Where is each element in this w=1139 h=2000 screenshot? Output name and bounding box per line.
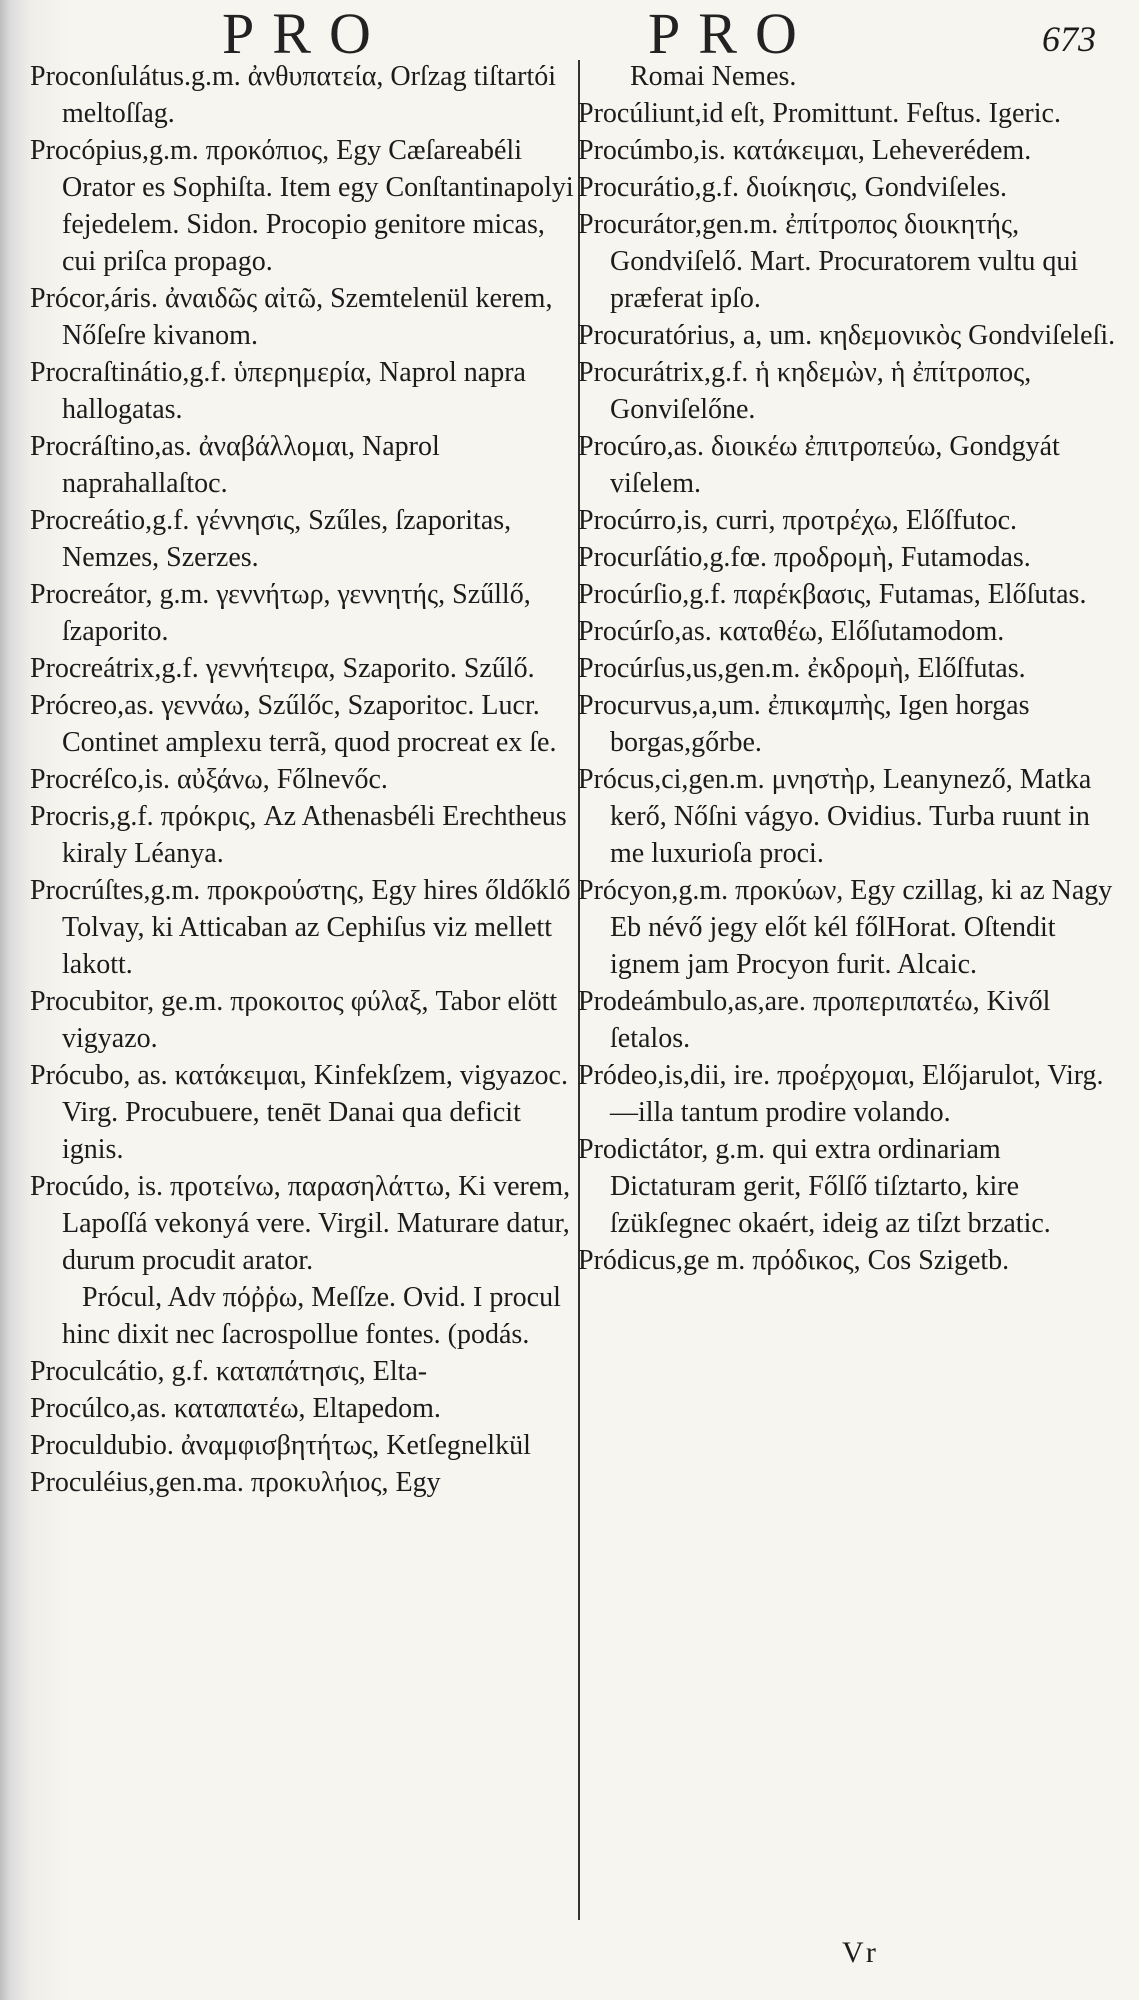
left-column [30,58,575,1501]
dictionary-entry: Procúrſus,us,gen.m. ἐκδρομὴ, Előſfutas. [578,653,1026,684]
dictionary-entry: Prodeámbulo,as,are. προπεριπατέω, Kivől ſetalos. [578,986,1051,1054]
dictionary-entry: Proculéius,gen.ma. προκυλήιος, Egy [30,1467,441,1498]
dictionary-entry: Prócreo,as. γεννάω, Szűlőc, Szaporitoc. Lucr. Continet amplexu terrã, quod procreat ex ſe. [30,690,557,758]
dictionary-entry: Procúliunt,id eſt, Promittunt. Feſtus. Igeric. [578,98,1061,129]
dictionary-entry: Procurvus,a,um. ἐπικαμπὴς, Igen horgas borgas,gőrbe. [578,690,1030,758]
dictionary-entry: Romai Nemes. [630,61,797,92]
dictionary-entry: Procris,g.f. πρόκρις, Az Athenasbéli Erechtheus kiraly Léanya. [30,801,567,869]
dictionary-entry: Procuratórius, a, um. κηδεμονικὸς Gondviſeleſi. [578,320,1116,351]
dictionary-entry: Procúlco,as. καταπατέω, Eltapedom. [30,1393,441,1424]
dictionary-entry: Procópius,g.m. προκόπιος, Egy Cæſareabéli Orator es Sophiſta. Item egy Conſtantinapolyi fejedelem. Sidon. Procopio genitore micas, cui priſca propago. [30,135,574,277]
dictionary-entry: Procúrſo,as. καταθέω, Előſutamodom. [578,616,1005,647]
right-column [578,58,1123,1279]
dictionary-entry: Prócyon,g.m. προκύων, Egy czillag, ki az Nagy Eb névő jegy előt kél főlHorat. Oſtendit ignem jam Procyon furit. Alcaic. [578,875,1113,980]
dictionary-entry: Proculcátio, g.f. καταπάτησις, Elta- [30,1356,428,1387]
page-number: 673 [1042,19,1096,59]
dictionary-entry: Pródicus,ge m. πρόδικος, Cos Szigetb. [578,1245,1010,1276]
dictionary-entry: Procúro,as. διοικέω ἐπιτροπεύω, Gondgyát viſelem. [578,431,1060,499]
dictionary-entry: Procurátor,gen.m. ἐπίτροπος διοικητής, Gondviſelő. Mart. Procuratorem vultu qui præferat ipſo. [578,209,1079,314]
dictionary-entry: Procráſtino,as. ἀναβάλλομαι, Naprol naprahallaſtoc. [30,431,440,499]
dictionary-entry: Procúrro,is, curri, προτρέχω, Előſfutoc. [578,505,1018,536]
dictionary-entry: Procurátrix,g.f. ἡ κηδεμὼν, ἡ ἐπίτροπος, Gonviſelőne. [578,357,1032,425]
dictionary-entry: Procreátor, g.m. γεννήτωρ, γεννητής, Szűllő, ſzaporito. [30,579,531,647]
dictionary-entry: Procúrſio,g.f. παρέκβασις, Futamas, Előſutas. [578,579,1087,610]
dictionary-entry: Prócus,ci,gen.m. μνηστὴρ, Leanynező, Matka kerő, Nőſni vágyo. Ovidius. Turba ruunt in me luxurioſa proci. [578,764,1092,869]
dictionary-entry: Procúdo, is. προτείνω, παρασηλάττω, Ki verem, Lapoſſá vekonyá vere. Virgil. Maturare datur, durum procudit arator. [30,1171,571,1276]
signature-mark: Vr [842,1936,880,1969]
dictionary-entry: Procreátrix,g.f. γεννήτειρα, Szaporito. Szűlő. [30,653,535,684]
page-header [0,0,1139,66]
dictionary-entry: Pródeo,is,dii, ire. προέρχομαι, Előjarulot, Virg. —illa tantum prodire volando. [578,1060,1104,1128]
dictionary-entry: Proconſulátus.g.m. ἀνθυπατεία, Orſzag tiſtartói meltoſſag. [30,61,556,129]
dictionary-entry: Prócor,áris. ἀναιδῶς αἰτῶ, Szemtelenül kerem, Nőſeſre kivanom. [30,283,553,351]
dictionary-entry: Procraſtinátio,g.f. ὑπερημερία, Naprol napra hallogatas. [30,357,526,425]
dictionary-entry: Procubitor, ge.m. προκοιτος φύλαξ, Tabor elött vigyazo. [30,986,558,1054]
dictionary-entry: Proculdubio. ἀναμφισβητήτως, Ketſegnelkül [30,1430,531,1461]
dictionary-entry: Prócubo, as. κατάκειμαι, Kinfekſzem, vigyazoc. Virg. Procubuere, tenēt Danai qua deficit ignis. [30,1060,568,1165]
dictionary-entry: Prodictátor, g.m. qui extra ordinariam Dictaturam gerit, Főlſő tiſztarto, kire ſzükſegnec okaért, ideig az tiſzt brzatic. [578,1134,1051,1239]
dictionary-entry: Procréſco,is. αὐξάνω, Főlnevőc. [30,764,388,795]
dictionary-entry: Procurátio,g.f. διοίκησις, Gondviſeles. [578,172,1007,203]
dictionary-entry: Procreátio,g.f. γέννησις, Szűles, ſzaporitas, Nemzes, Szerzes. [30,505,512,573]
dictionary-entry: Prócul, Adv πόῤῥω, Meſſze. Ovid. I procul hinc dixit nec ſacrospollue fontes. (podás. [62,1282,561,1350]
running-head-right: PRO [648,1,815,66]
running-head-left: PRO [222,1,389,66]
dictionary-entry: Procurſátio,g.fœ. προδρομὴ, Futamodas. [578,542,1031,573]
dictionary-entry: Procúmbo,is. κατάκειμαι, Leheverédem. [578,135,1032,166]
dictionary-entry: Procrúſtes,g.m. προκρούστης, Egy hires őldőklő Tolvay, ki Atticaban az Cephiſus viz mellett lakott. [30,875,571,980]
